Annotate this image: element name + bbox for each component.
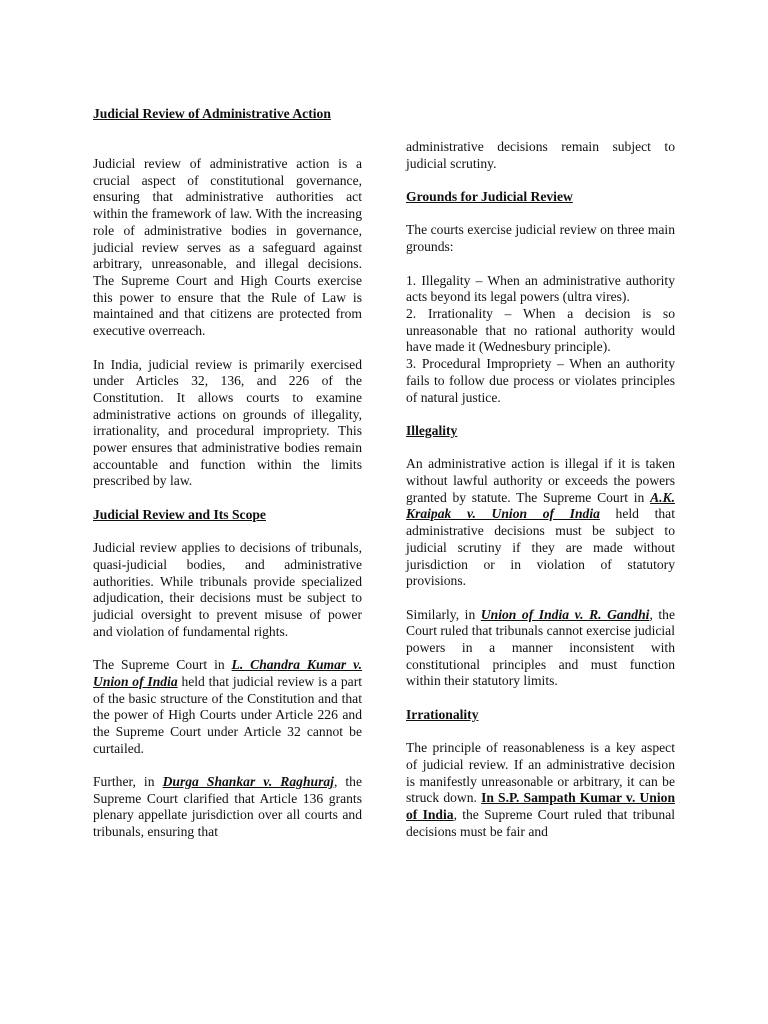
gandhi-paragraph (406, 607, 675, 691)
text-run: Similarly, in (406, 606, 481, 622)
kraipak-paragraph (406, 456, 675, 590)
text-run: The Supreme Court in (93, 657, 232, 673)
grounds-heading: Grounds for Judicial Review (406, 189, 573, 205)
illegality-heading: Illegality (406, 422, 458, 438)
scope-heading: Judicial Review and Its Scope (93, 506, 266, 522)
irrationality-heading: Irrationality (406, 706, 479, 722)
document-title: Judicial Review of Administrative Action (93, 106, 331, 121)
chandra-kumar-paragraph (93, 657, 362, 757)
text-run: , the Court ruled that tribunals cannot exercise judicial powers in a manner inconsistent with constitutional principles and must function within their statutory limits. (406, 606, 676, 689)
case-citation: A.K. Kraipak v. Union of India (406, 489, 675, 522)
sampath-kumar-paragraph (406, 740, 675, 840)
case-citation: Union of India v. R. Gandhi (480, 606, 650, 622)
text-run: , the Supreme Court ruled that tribunal decisions must be fair and (406, 807, 675, 839)
text-run: , the Supreme Court clarified that Article 136 grants plenary appellate jurisdiction over all courts and tribunals, ensuring that (93, 774, 363, 840)
text-run: Further, in (93, 774, 163, 790)
text-run: held that administrative decisions must be subject to judicial scrutiny if they are made without jurisdiction or in violation of statutory provisions. (406, 506, 675, 589)
right-column (406, 139, 675, 840)
case-citation: In S.P. Sampath Kumar v. Union of India (406, 790, 676, 822)
list-item: 3. Procedural Impropriety – When an authority fails to follow due process or violates principles of natural justice. (406, 356, 675, 405)
intro-paragraph: Judicial review of administrative action is a crucial aspect of constitutional governance, ensuring that administrative authorities act within the framework of law. With the increasing role of administrative bodies in governance, judicial review serves as a safeguard against arbitrary, unreasonable, and illegal decisions. The Supreme Court and High Courts exercise this power to ensure that the Rule of Law is maintained and that citizens are protected from executive overreach. (93, 156, 362, 339)
list-item: 1. Illegality – When an administrative authority acts beyond its legal powers (ultra vires). (406, 272, 675, 305)
scope-paragraph: Judicial review applies to decisions of tribunals, quasi-judicial bodies, and administrative authorities. While tribunals provide specialized adjudication, their decisions must be subject to judicial oversight to prevent misuse of power and violation of fundamental rights. (93, 540, 362, 639)
list-item: 2. Irrationality – When a decision is so unreasonable that no rational authority would have made it (Wednesbury principle). (406, 305, 675, 355)
durga-shankar-paragraph (93, 774, 362, 841)
left-column (93, 106, 362, 841)
text-run: The principle of reasonableness is a key aspect of judicial review. If an administrative decision is manifestly unreasonable or arbitrary, it can be struck down. (406, 740, 675, 806)
continuation-paragraph: administrative decisions remain subject to judicial scrutiny. (406, 139, 675, 171)
text-run: held that judicial review is a part of the basic structure of the Constitution and that the power of High Courts under Article 226 and the Supreme Court under Article 32 cannot be curtailed. (93, 673, 362, 756)
case-citation: L. Chandra Kumar v. Union of India (93, 657, 362, 689)
text-run: An administrative action is illegal if it is taken without lawful authority or exceeds the powers granted by statute. The Supreme Court in (406, 456, 675, 505)
articles-paragraph: In India, judicial review is primarily exercised under Articles 32, 136, and 226 of the Constitution. It allows courts to examine administrative actions on grounds of illegality, irrationality, and procedural impropriety. This power ensures that administrative bodies remain accountable and function within the limits prescribed by law. (93, 356, 362, 489)
grounds-list (406, 273, 675, 407)
grounds-intro: The courts exercise judicial review on three main grounds: (406, 222, 675, 255)
case-citation: Durga Shankar v. Raghuraj (162, 774, 334, 790)
